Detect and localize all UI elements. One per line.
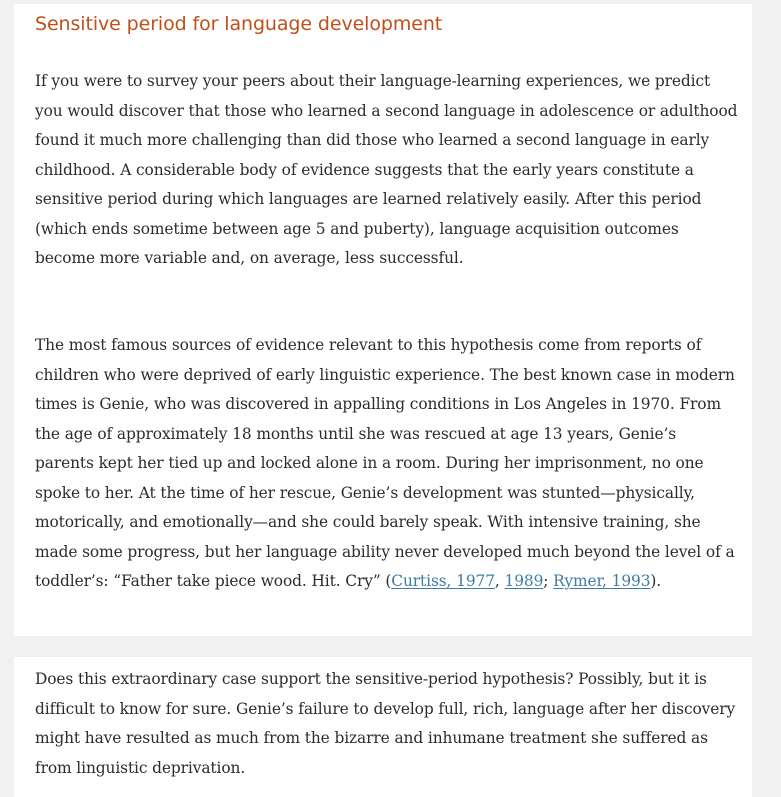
citation-separator: ; <box>543 572 554 590</box>
paragraph-intro: If you were to survey your peers about their language-learning experiences, we predict you would discover that those who learned a second language in adolescence or adulthood found it much more challenging than did those who learned a second language in early childhood. A considerable body of evidence suggests that the early years constitute a sensitive period during which languages are learned relatively easily. After this period (which ends sometime between age 5 and puberty), language acquisition outcomes become more variable and, on average, less successful. <box>35 72 738 267</box>
citation-separator: , <box>494 572 505 590</box>
citation-link-curtiss-1977[interactable]: Curtiss, 1977 <box>391 572 495 590</box>
content-card-secondary <box>14 657 752 797</box>
section-title: Sensitive period for language development <box>35 13 443 35</box>
paragraph-genie-text: The most famous sources of evidence relevant to this hypothesis come from reports of children who were deprived of early linguistic experience. The best known case in modern times is Genie, who was discovered in appalling conditions in Los Angeles in 1970. From the age of approximately 18 months until she was rescued at age 13 years, Genie’s parents kept her tied up and locked alone in a room. During her imprisonment, no one spoke to her. At the time of her rescue, Genie’s development was stunted—physically, motorically, and emotionally—and she could barely speak. With intensive training, she made some progress, but her language ability never developed much beyond the level of a toddler’s: “Father take piece wood. Hit. Cry” <box>35 336 735 590</box>
citation-paren-open: ( <box>380 572 392 590</box>
paragraph-genie-case <box>35 331 739 597</box>
paragraph-hypothesis-question: Does this extraordinary case support the sensitive-period hypothesis? Possibly, but it is difficult to know for sure. Genie’s failure to develop full, rich, language after her discovery might have resulted as much from the bizarre and inhumane treatment she suffered as from linguistic deprivation. <box>35 670 736 777</box>
content-card-main <box>14 4 752 636</box>
citation-paren-close: ). <box>650 572 662 590</box>
citation-link-1989[interactable]: 1989 <box>504 572 544 590</box>
citation-link-rymer-1993[interactable]: Rymer, 1993 <box>553 572 651 590</box>
